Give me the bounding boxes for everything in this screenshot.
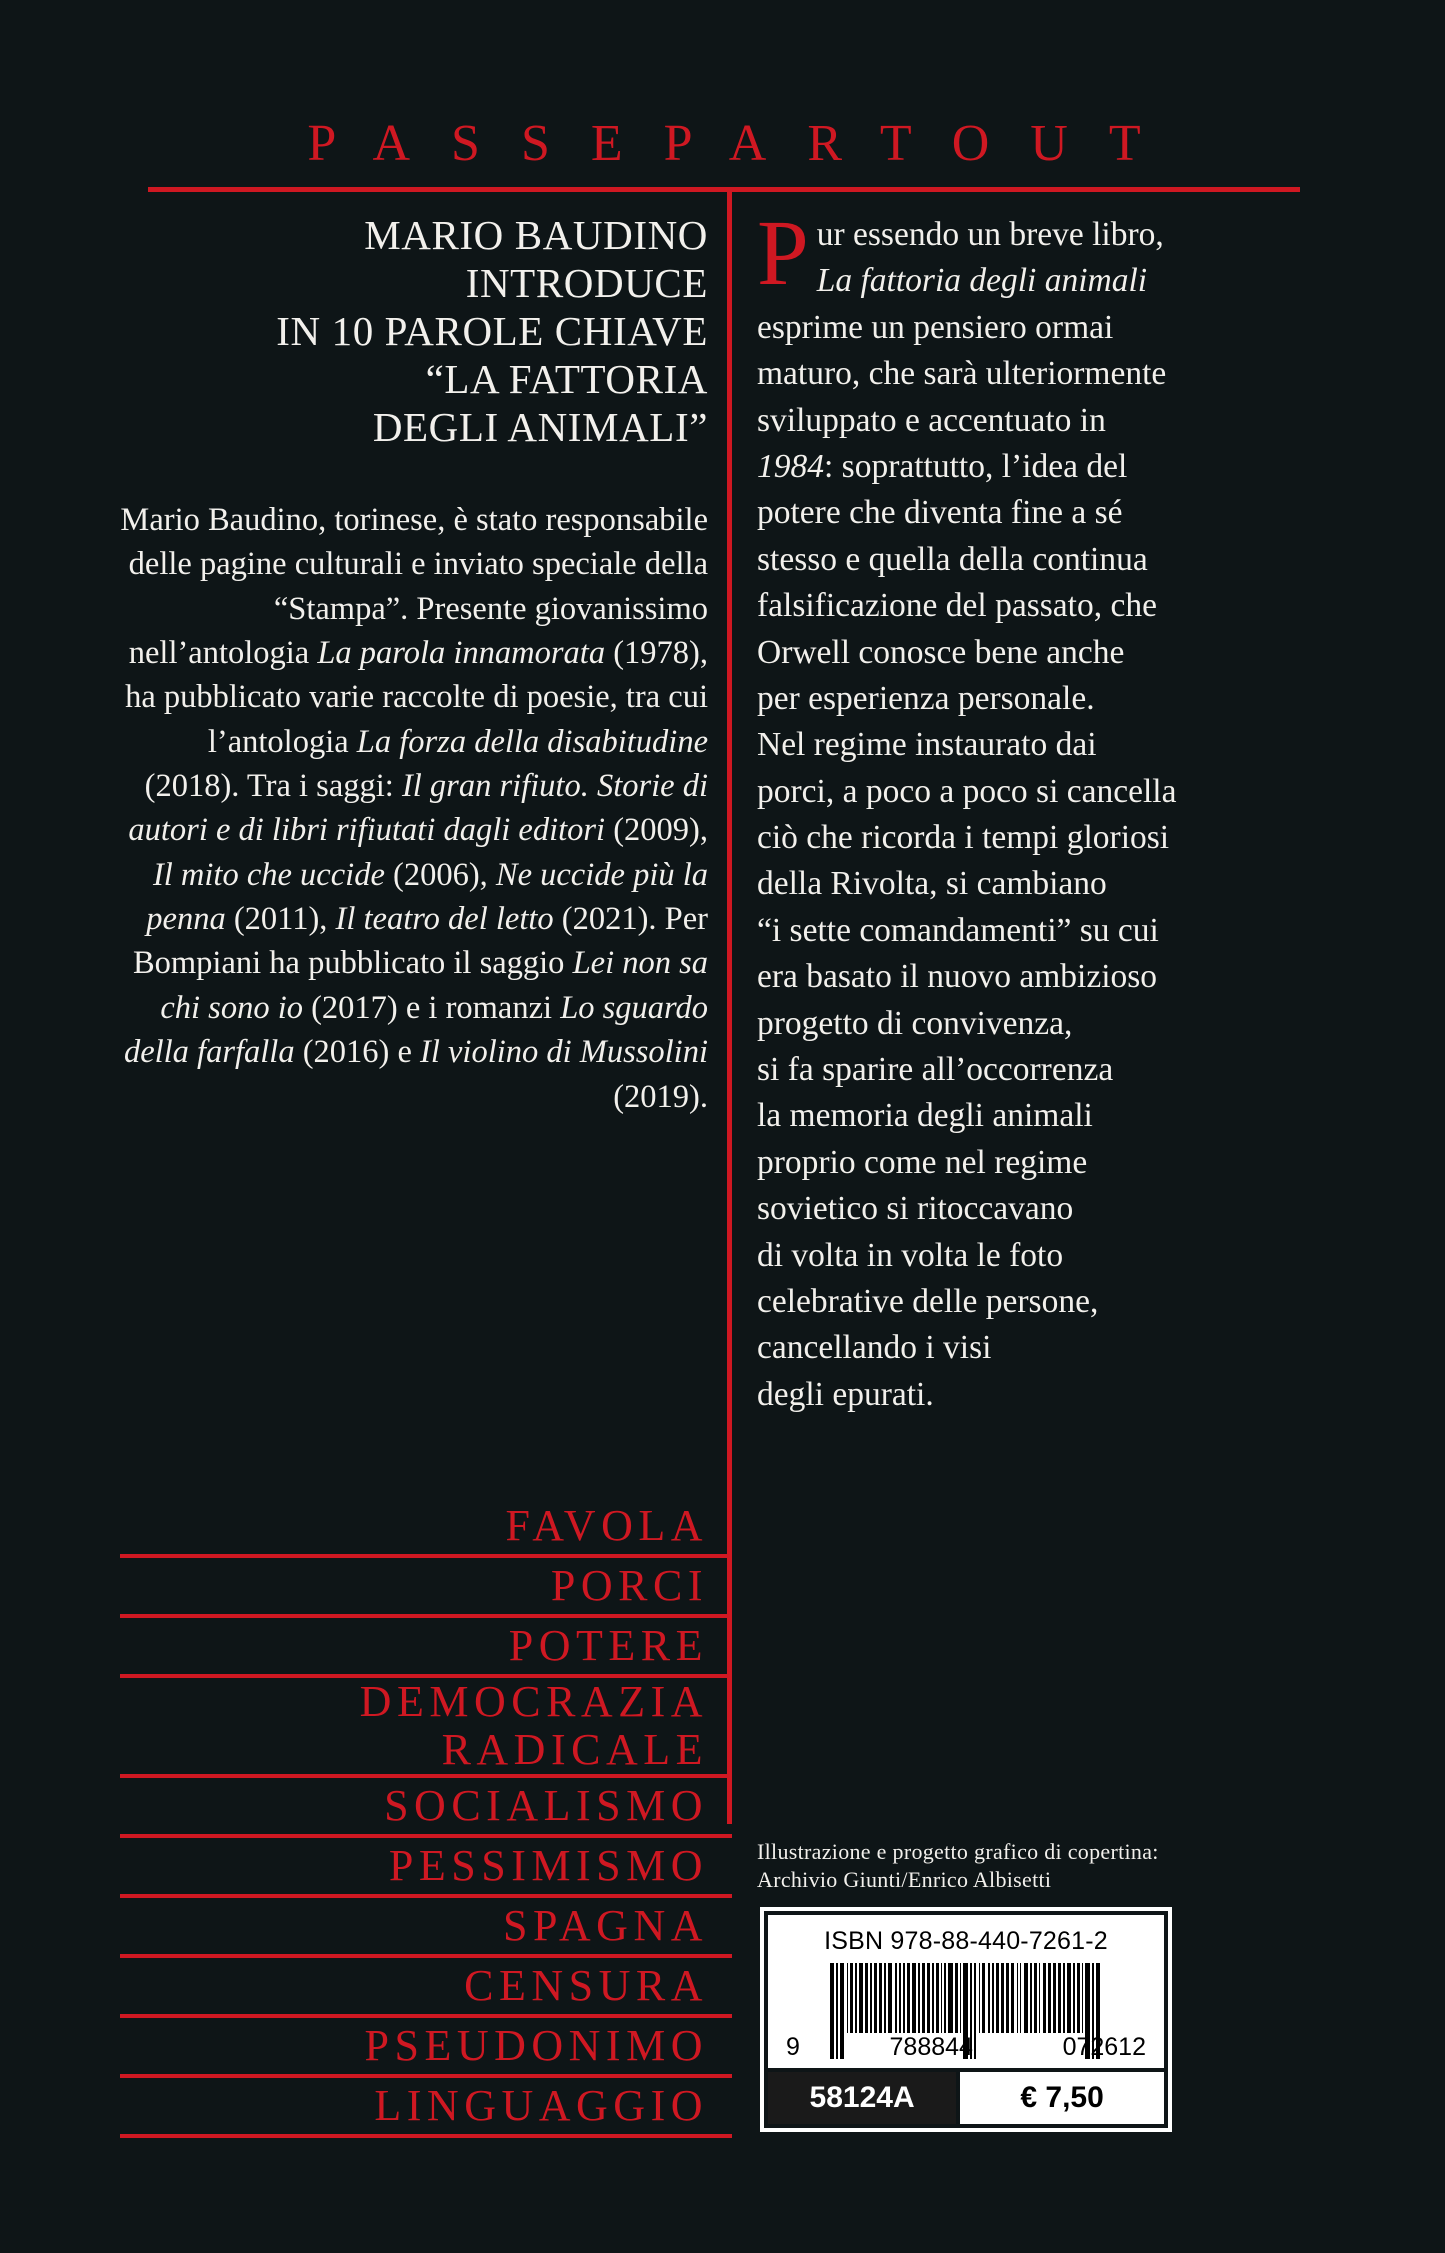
keyword-label: PSEUDONIMO — [364, 2020, 708, 2070]
barcode-bar — [907, 1963, 910, 2033]
barcode-bar — [912, 1963, 916, 2033]
keyword-label: POTERE — [508, 1620, 708, 1670]
barcode-bar — [1073, 1963, 1074, 2033]
page-title — [120, 212, 708, 452]
barcode-bar — [879, 1963, 882, 2033]
keyword-label: PORCI — [550, 1560, 708, 1610]
barcode-bar — [888, 1963, 892, 2033]
barcode-digits — [778, 2033, 1154, 2062]
barcode-digit-group-right: 072612 — [1062, 2033, 1146, 2061]
keyword-label: DEMOCRAZIA — [359, 1676, 708, 1726]
barcode-bar — [932, 1963, 933, 2033]
barcode-bar — [979, 1963, 980, 2033]
barcode-bar — [936, 1963, 939, 2033]
barcode-bar — [1034, 1963, 1037, 2033]
keyword-item[interactable] — [120, 1678, 732, 1779]
barcode-bar — [1020, 1963, 1021, 2033]
keyword-label: PESSIMISMO — [388, 1841, 708, 1891]
barcode-bar — [982, 1963, 985, 2033]
keyword-item[interactable] — [120, 1898, 732, 1958]
keyword-item[interactable] — [120, 1778, 732, 1838]
keyword-label: SOCIALISMO — [384, 1781, 708, 1831]
blurb-text — [757, 202, 1342, 1418]
barcode-bar — [996, 1963, 999, 2033]
price-label: € 7,50 — [960, 2072, 1164, 2124]
barcode-bar — [1006, 1963, 1009, 2033]
keyword-label: CENSURA — [464, 1961, 708, 2011]
barcode-footer — [768, 2072, 1164, 2124]
barcode-panel — [768, 1915, 1164, 2068]
barcode-bar — [1067, 1963, 1071, 2033]
barcode-digit-group-left: 788844 — [889, 2033, 973, 2061]
barcode-bar — [847, 1963, 848, 2033]
keyword-item[interactable] — [120, 2078, 732, 2138]
barcode-bar — [1001, 1963, 1004, 2033]
barcode-bar — [988, 1963, 991, 2033]
keyword-label: RADICALE — [441, 1725, 708, 1775]
barcode-block — [760, 1907, 1172, 2132]
barcode-bar — [855, 1963, 856, 2033]
barcode-bar — [1043, 1963, 1046, 2033]
barcode-bar — [1017, 1963, 1018, 2033]
keyword-item[interactable] — [120, 1498, 732, 1558]
barcode-bar — [941, 1963, 942, 2033]
barcode-bar — [1053, 1963, 1056, 2033]
barcode-bar — [870, 1963, 871, 2033]
masthead — [148, 115, 1300, 192]
keyword-label: LINGUAGGIO — [374, 2080, 708, 2130]
keyword-item[interactable] — [120, 1618, 732, 1678]
product-code: 58124A — [768, 2072, 956, 2124]
keyword-list — [120, 1498, 732, 2138]
barcode-bar — [992, 1963, 993, 2033]
series-title: PASSEPARTOUT — [307, 115, 1182, 172]
barcode-bar — [1011, 1963, 1014, 2033]
blurb-body: ur essendo un breve libro, La fattoria degli animali esprime un pensiero ormai maturo, che sarà ulteriormente sviluppato e accentuato in 1984: soprattutto, l’idea del potere che diventa fine a sé stesso e quella della continua falsificazione del passato, che Orwell conosce bene anche per esperienza personale. Nel regime instaurato dai porci, a poco a poco si cancella ciò che ricorda i tempi gloriosi della Rivolta, si cambiano “i sette comandamenti” su cui era basato il nuovo ambizioso progetto di convivenza, si fa sparire all’occorrenza la memoria degli animali proprio come nel regime sovietico si ritoccavano di volta in volta le foto celebrative delle persone, cancellando i visi degli epurati. — [757, 216, 1177, 1413]
author-biography: Mario Baudino, torinese, è stato responsabile delle pagine culturali e inviato speciale della “Stampa”. Presente giovanissimo nell’antologia La parola innamorata (1978), ha pubblicato varie raccolte di poesie, tra cui l’antologia La forza della disabitudine (2018). Tra i saggi: Il gran rifiuto. Storie di autori e di libri rifiutati dagli editori (2009), Il mito che uccide (2006), Ne uccide più la penna (2011), Il teatro del letto (2021). Per Bompiani ha pubblicato il saggio Lei non sa chi sono io (2017) e i romanzi Lo sguardo della farfalla (2016) e Il violino di Mussolini (2019). — [120, 501, 708, 1115]
barcode-bar — [1024, 1963, 1028, 2033]
page-title-line-4: “LA FATTORIA — [425, 355, 708, 402]
barcode-bar — [1082, 1963, 1083, 2033]
page-title-line-5: DEGLI ANIMALI” — [372, 403, 708, 450]
keyword-item[interactable] — [120, 1958, 732, 2018]
cover-credits — [757, 1838, 1357, 1894]
keyword-item[interactable] — [120, 1838, 732, 1898]
barcode-bar — [944, 1963, 945, 2033]
barcode-bar — [1048, 1963, 1051, 2033]
barcode-bar — [922, 1963, 925, 2033]
barcode-bar — [884, 1963, 885, 2033]
barcode-bar — [1030, 1963, 1031, 2033]
keyword-label: SPAGNA — [502, 1901, 708, 1951]
isbn-label: ISBN 978-88-440-7261-2 — [824, 1927, 1108, 1955]
masthead-rule — [148, 187, 1300, 192]
barcode-bar — [850, 1963, 853, 2033]
credits-line-1: Illustrazione e progetto grafico di copertina: — [757, 1839, 1159, 1864]
barcode-bar — [960, 1963, 961, 2033]
page-title-line-1: MARIO BAUDINO — [364, 212, 708, 258]
barcode-bar — [1039, 1963, 1040, 2033]
barcode-bar — [865, 1963, 868, 2033]
credits-line-2: Archivio Giunti/Enrico Albisetti — [757, 1866, 1052, 1892]
keyword-item[interactable] — [120, 1558, 732, 1618]
barcode-digit-lead: 9 — [786, 2033, 800, 2061]
barcode-bar — [927, 1963, 930, 2033]
barcode-bar — [1063, 1963, 1064, 2033]
barcode-bar — [918, 1963, 919, 2033]
drop-cap: P — [757, 202, 809, 305]
barcode-bar — [955, 1963, 958, 2033]
page-title-line-2: INTRODUCE — [465, 259, 708, 306]
barcode-bar — [859, 1963, 863, 2033]
barcode-bar — [1058, 1963, 1061, 2033]
barcode-bar — [1077, 1963, 1080, 2033]
barcode-bar — [874, 1963, 877, 2033]
keyword-label: FAVOLA — [505, 1501, 708, 1550]
page-title-line-3: IN 10 PAROLE CHIAVE — [276, 307, 708, 354]
barcode-bar — [948, 1963, 952, 2033]
barcode-bar — [903, 1963, 904, 2033]
left-column — [120, 212, 708, 1119]
barcode-bar — [899, 1963, 900, 2033]
barcode-bar — [895, 1963, 898, 2033]
right-column — [757, 202, 1342, 1418]
keyword-item[interactable] — [120, 2018, 732, 2078]
